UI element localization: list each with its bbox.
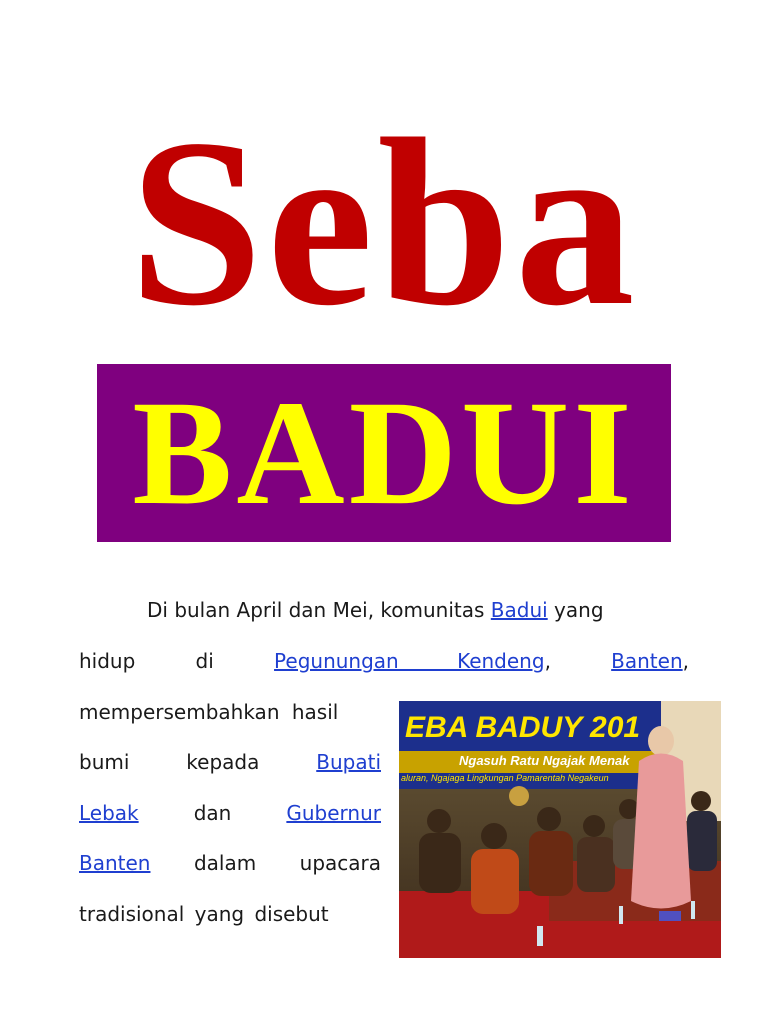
para-line-1: [147, 597, 604, 623]
photo-banner-sub: Ngasuh Ratu Ngajak Menak: [459, 753, 630, 768]
text: dalam: [193, 851, 257, 875]
text: kepada: [186, 750, 260, 774]
link-badui[interactable]: Badui: [490, 598, 548, 622]
para-line-5: [79, 800, 381, 826]
text: dan: [193, 801, 232, 825]
link-banten[interactable]: Banten: [611, 649, 683, 673]
link-banten-2[interactable]: Banten: [79, 851, 151, 875]
text: Di bulan April dan Mei, komunitas: [147, 598, 491, 622]
page-title: Seba: [129, 89, 639, 355]
link-pegunungan-kendeng[interactable]: Pegunungan Kendeng: [274, 649, 545, 673]
banner-text: BADUI: [132, 370, 636, 536]
link-gubernur[interactable]: Gubernur: [286, 801, 381, 825]
text: hidup: [79, 649, 136, 673]
photo-banner-sub2: aluran, Ngajaga Lingkungan Pamarentah Negakeun: [401, 773, 609, 783]
text: ,: [544, 649, 551, 673]
text: upacara: [299, 851, 381, 875]
link-bupati[interactable]: Bupati: [316, 750, 381, 774]
text: bumi: [79, 750, 130, 774]
photo-banner-title: EBA BADUY 201: [405, 711, 641, 744]
text: yang: [547, 598, 604, 622]
badui-banner: [97, 364, 671, 542]
para-line-3: mempersembahkan hasil: [79, 700, 339, 724]
para-line-2: [79, 648, 689, 674]
photo-illustration: [399, 701, 721, 958]
para-line-7: tradisional yang disebut: [79, 902, 329, 926]
para-line-6: [79, 850, 381, 876]
text: ,: [682, 649, 689, 673]
seba-baduy-photo: [399, 701, 721, 958]
para-line-4: [79, 749, 381, 775]
link-lebak[interactable]: Lebak: [79, 801, 139, 825]
text: di: [195, 649, 214, 673]
